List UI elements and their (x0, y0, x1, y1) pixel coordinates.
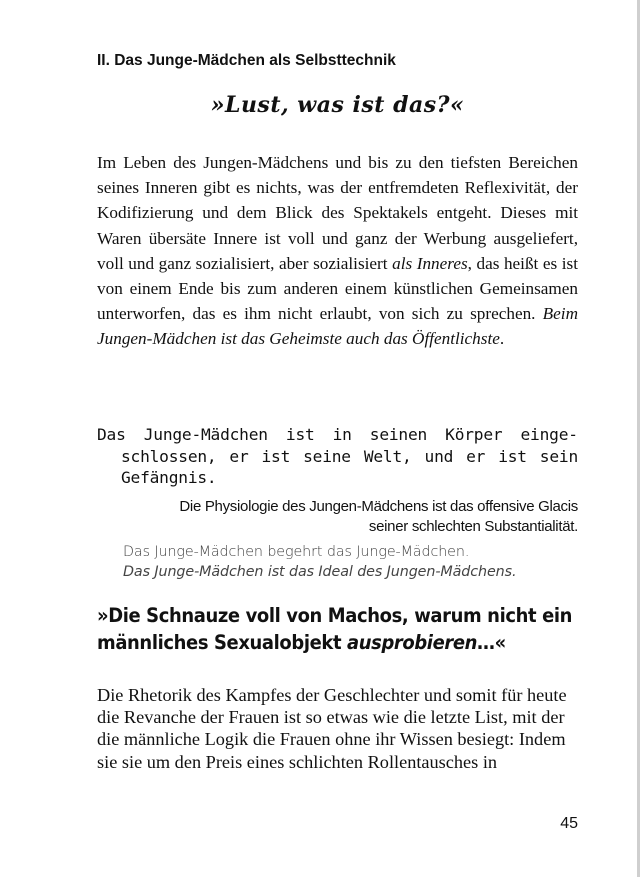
body-paragraph-3 (97, 497, 578, 537)
h2-line-2-post: …« (477, 631, 506, 654)
section-heading-2 (97, 602, 581, 656)
p1-text-3: . (499, 329, 505, 349)
p1-italic-1: als Inneres (392, 253, 468, 273)
chapter-heading: »Lust, was ist das?« (210, 92, 465, 118)
h2-line-2-pre: männliches Sexualobjekt (97, 631, 348, 654)
page-number: 45 (560, 815, 578, 832)
p4-line-2: Das Junge-Mädchen ist das Ideal des Jungen-Mädchens. (123, 564, 517, 580)
p1-text-2: , das heißt es ist von einem Ende bis zum anderen einem künstlichen Gemeinsamen unterworfen, das es ihm nicht erlaubt, von sich zu sprechen. (97, 253, 579, 324)
p4-line-1: Das Junge-Mädchen begehrt das Junge-Mädchen. (123, 544, 470, 560)
p3-line-1: Die Physiologie des Jungen-Mädchens ist das offensive Glacis (179, 498, 578, 515)
p1-italic-2: Beim Jungen-Mädchen ist das Geheimste auch das Öffentlichste (97, 304, 578, 349)
h2-line-2 (97, 629, 581, 656)
body-paragraph-2: Das Junge-Mädchen ist in seinen Körper eingeschlossen, er ist seine Welt, und er ist sein Gefängnis. (97, 425, 578, 487)
h2-line-2-em: ausprobieren (347, 631, 478, 654)
p1-text: Im Leben des Jungen-Mädchens und bis zu den tiefsten Bereichen seines Inneren gibt es nichts, was der entfremdeten Reflexivität, der Kodifizierung und dem Blick des Spektakels entgeht. Dieses mit Waren übersäte Innere ist voll und ganz der Werbung ausgeliefert, voll und ganz sozialisiert, aber sozialisiert (97, 153, 578, 273)
body-paragraph-1 (97, 150, 578, 352)
section-title: II. Das Junge-Mädchen als Selbsttechnik (97, 52, 396, 69)
body-paragraph-4 (123, 542, 593, 582)
body-paragraph-5: Die Rhetorik des Kampfes der Geschlechter und somit für heute die Revanche der Frauen ist so etwas wie die letzte List, mit der die männliche Logik die Frauen ohne ihr Wissen besiegt: Indem sie sie um den Preis eines schlichten Rollentausches in (97, 685, 567, 772)
p3-line-2: seiner schlechten Substantialität. (368, 518, 578, 535)
h2-line-1: »Die Schnauze voll von Machos, warum nicht ein (97, 604, 573, 627)
book-page (97, 0, 578, 877)
